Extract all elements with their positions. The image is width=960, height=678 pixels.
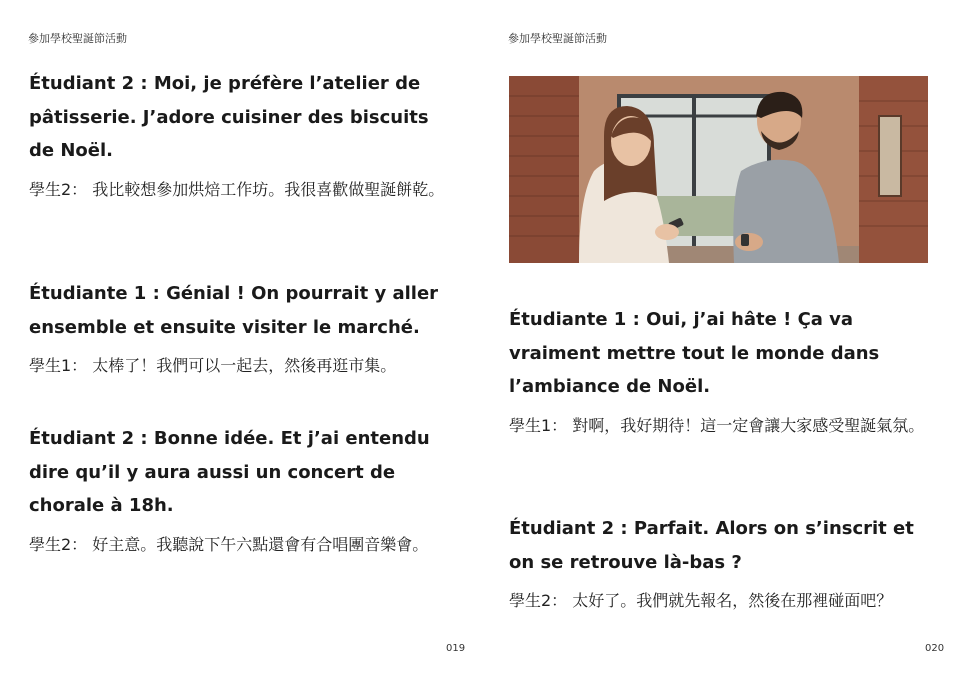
dialogue-block: [29, 67, 449, 204]
students-illustration: [509, 76, 928, 263]
french-line: Étudiante 1 : Génial ! On pourrait y aller ensemble et ensuite visiter le marché.: [29, 283, 439, 338]
chinese-translation: 學生2： 好主意。我聽說下午六點還會有合唱團音樂會。: [29, 534, 429, 554]
running-header: 參加學校聖誕節活動: [28, 32, 127, 45]
students-photo: [509, 76, 928, 263]
french-line: Étudiant 2 : Bonne idée. Et j’ai entendu dire qu’il y aura aussi un concert de chorale à 18h.: [29, 428, 430, 516]
french-line: Étudiant 2 : Parfait. Alors on s’inscrit et on se retrouve là-bas ?: [509, 518, 914, 573]
dialogue-block: [509, 512, 929, 615]
french-line: Étudiant 2 : Moi, je préfère l’atelier de pâtisserie. J’adore cuisiner des biscuits de Noël.: [29, 73, 429, 161]
right-page: [480, 0, 960, 678]
chinese-translation: 學生1： 對啊，我好期待！這一定會讓大家感受聖誕氣氛。: [509, 415, 925, 435]
dialogue-block: [29, 277, 449, 380]
french-line: Étudiante 1 : Oui, j’ai hâte ! Ça va vraiment mettre tout le monde dans l’ambiance de Noël.: [509, 309, 880, 397]
page-number: 019: [446, 643, 466, 654]
page-number: 020: [925, 643, 945, 654]
dialogue-block: [29, 422, 449, 559]
chinese-translation: 學生2： 我比較想參加烘焙工作坊。我很喜歡做聖誕餅乾。: [29, 179, 445, 199]
chinese-translation: 學生1： 太棒了！我們可以一起去，然後再逛市集。: [29, 356, 397, 375]
running-header: 參加學校聖誕節活動: [508, 32, 607, 45]
dialogue-block: [509, 303, 929, 440]
chinese-translation: 學生2： 太好了。我們就先報名，然後在那裡碰面吧？: [509, 591, 893, 610]
